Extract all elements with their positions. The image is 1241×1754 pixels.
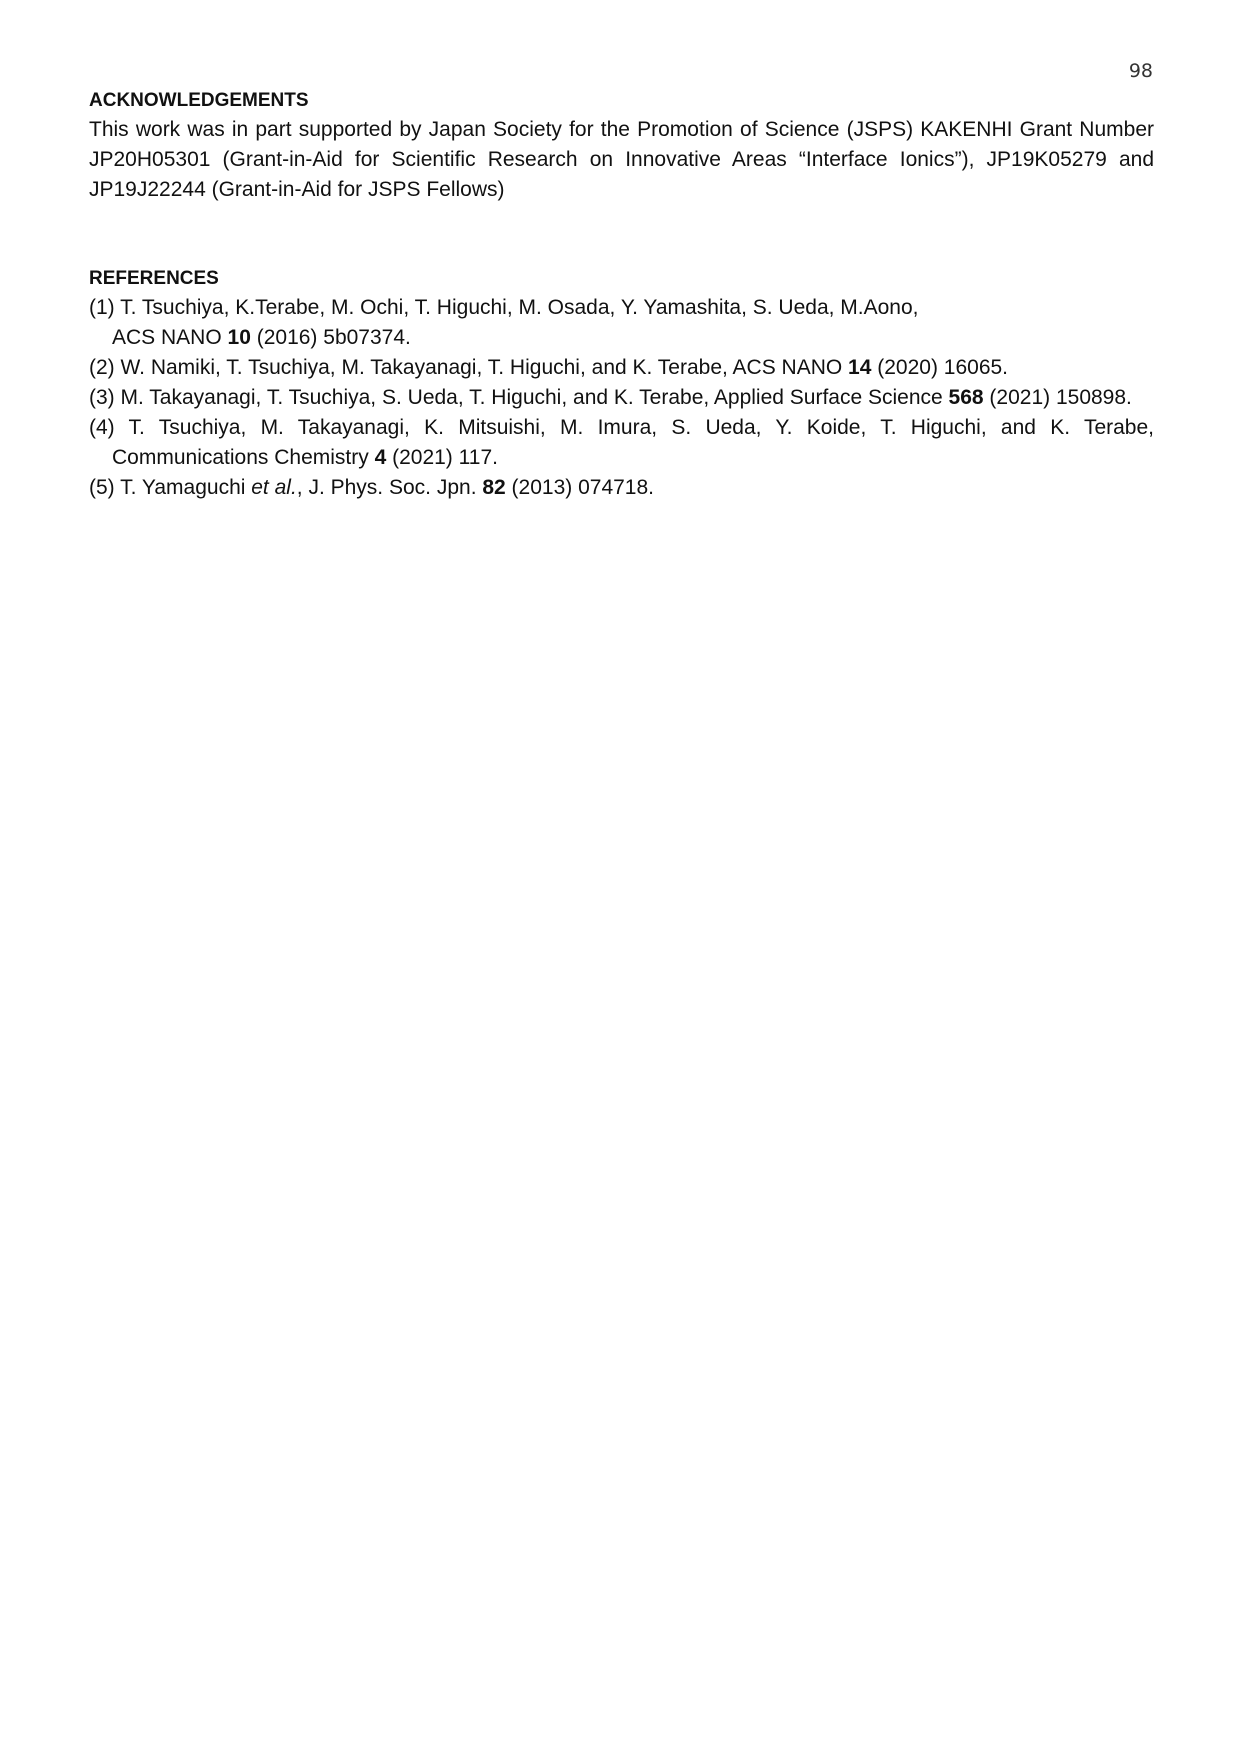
reference-item-1 [89, 293, 1154, 353]
reference-volume: 14 [848, 356, 872, 379]
reference-italic: et al. [251, 476, 297, 499]
reference-text: (1) T. Tsuchiya, K.Terabe, M. Ochi, T. Higuchi, M. Osada, Y. Yamashita, S. Ueda, M.Aono, [89, 296, 919, 319]
page-number: 98 [1128, 60, 1153, 82]
reference-text: , J. Phys. Soc. Jpn. [296, 476, 483, 499]
acknowledgements-section [89, 87, 1154, 205]
reference-item-4 [89, 413, 1154, 473]
reference-item-2 [89, 353, 1154, 383]
reference-item-3 [89, 383, 1154, 413]
reference-text: ACS NANO [112, 326, 228, 349]
acknowledgements-heading: ACKNOWLEDGEMENTS [89, 90, 309, 111]
reference-text: (4) T. Tsuchiya, M. Takayanagi, K. Mitsuishi, M. Imura, S. Ueda, Y. Koide, T. Higuchi, and K. Terabe, Communications Chemistry [89, 416, 1154, 469]
reference-volume: 568 [948, 386, 984, 409]
reference-text: (2021) 117. [386, 446, 498, 469]
reference-item-5 [89, 473, 1154, 503]
acknowledgements-text: This work was in part supported by Japan Society for the Promotion of Science (JSPS) KAKENHI Grant Number JP20H05301 (Grant-in-Aid for Scientific Research on Innovative Areas “Interface Ionics”), JP19K05279 and JP19J22244 (Grant-in-Aid for JSPS Fellows) [89, 118, 1154, 201]
reference-list [89, 293, 1154, 503]
reference-text: (2021) 150898. [983, 386, 1132, 409]
reference-text: (2) W. Namiki, T. Tsuchiya, M. Takayanagi, T. Higuchi, and K. Terabe, ACS NANO [89, 356, 849, 379]
reference-volume: 10 [227, 326, 251, 349]
page-content [89, 87, 1154, 503]
section-spacer [89, 205, 1154, 265]
reference-text: (2013) 074718. [505, 476, 655, 499]
reference-volume: 82 [482, 476, 506, 499]
reference-volume: 4 [374, 446, 387, 469]
reference-text: (2016) 5b07374. [250, 326, 411, 349]
reference-text: (5) T. Yamaguchi [89, 476, 252, 499]
reference-text: (3) M. Takayanagi, T. Tsuchiya, S. Ueda, T. Higuchi, and K. Terabe, Applied Surface Science [89, 386, 949, 409]
references-heading: REFERENCES [89, 268, 219, 289]
references-section [89, 265, 1154, 503]
reference-text: (2020) 16065. [871, 356, 1009, 379]
